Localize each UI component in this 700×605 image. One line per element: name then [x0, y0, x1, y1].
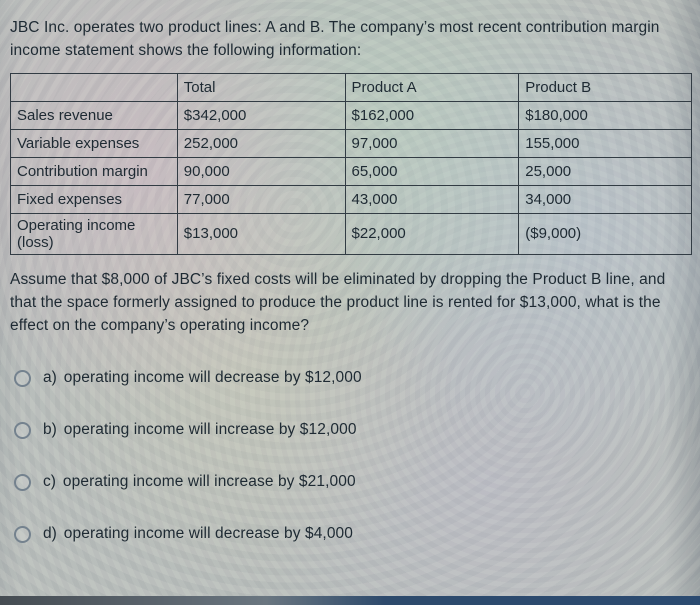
option-text: operating income will decrease by $12,000 [63, 369, 362, 387]
option-key: d) [43, 525, 57, 543]
cell-product-a: 43,000 [345, 185, 519, 213]
table-row [11, 157, 692, 185]
row-label: Operating income (loss) [11, 213, 178, 254]
question-text: Assume that $8,000 of JBC’s fixed costs will be eliminated by dropping the Product B line, and that the space formerly assigned to produce the product line is rented for $13,000, what is the effect on the company’s operating income? [10, 270, 666, 334]
cell-product-a: 97,000 [345, 129, 519, 157]
cell-total: 90,000 [177, 157, 345, 185]
table-row [11, 129, 692, 157]
table-header-row [11, 73, 692, 101]
radio-button-icon[interactable] [14, 526, 31, 543]
row-label: Fixed expenses [11, 185, 178, 213]
option-text: operating income will decrease by $4,000 [63, 525, 353, 543]
header-product-a: Product A [345, 73, 519, 101]
photo-bottom-edge [0, 596, 700, 605]
answer-option-a[interactable] [14, 369, 686, 387]
answer-option-b[interactable] [14, 421, 686, 439]
cell-total: 252,000 [177, 129, 345, 157]
cell-product-b: ($9,000) [519, 213, 692, 254]
radio-button-icon[interactable] [14, 474, 31, 491]
row-label: Sales revenue [11, 101, 178, 129]
row-label: Variable expenses [11, 129, 178, 157]
option-key: b) [43, 421, 57, 439]
option-key: c) [43, 473, 56, 491]
cell-product-a: 65,000 [345, 157, 519, 185]
table-row [11, 101, 692, 129]
intro-text: JBC Inc. operates two product lines: A and B. The company’s most recent contribution margin income statement shows the following information: [10, 19, 660, 60]
cell-total: $13,000 [177, 213, 345, 254]
table-row [11, 185, 692, 213]
answer-options [10, 369, 686, 543]
cell-total: 77,000 [177, 185, 345, 213]
cell-product-b: 34,000 [519, 185, 692, 213]
table-row [11, 213, 692, 254]
header-total: Total [177, 73, 345, 101]
cell-product-b: 155,000 [519, 129, 692, 157]
row-label: Contribution margin [11, 157, 178, 185]
answer-option-c[interactable] [14, 473, 686, 491]
header-product-b: Product B [519, 73, 692, 101]
cell-product-a: $22,000 [345, 213, 519, 254]
answer-option-d[interactable] [14, 525, 686, 543]
radio-button-icon[interactable] [14, 422, 31, 439]
header-blank [11, 73, 178, 101]
option-text: operating income will increase by $12,000 [63, 421, 357, 439]
radio-button-icon[interactable] [14, 370, 31, 387]
cell-total: $342,000 [177, 101, 345, 129]
income-statement-table [10, 73, 692, 255]
cell-product-b: 25,000 [519, 157, 692, 185]
option-key: a) [43, 369, 57, 387]
cell-product-a: $162,000 [345, 101, 519, 129]
option-text: operating income will increase by $21,000 [62, 473, 356, 491]
cell-product-b: $180,000 [519, 101, 692, 129]
